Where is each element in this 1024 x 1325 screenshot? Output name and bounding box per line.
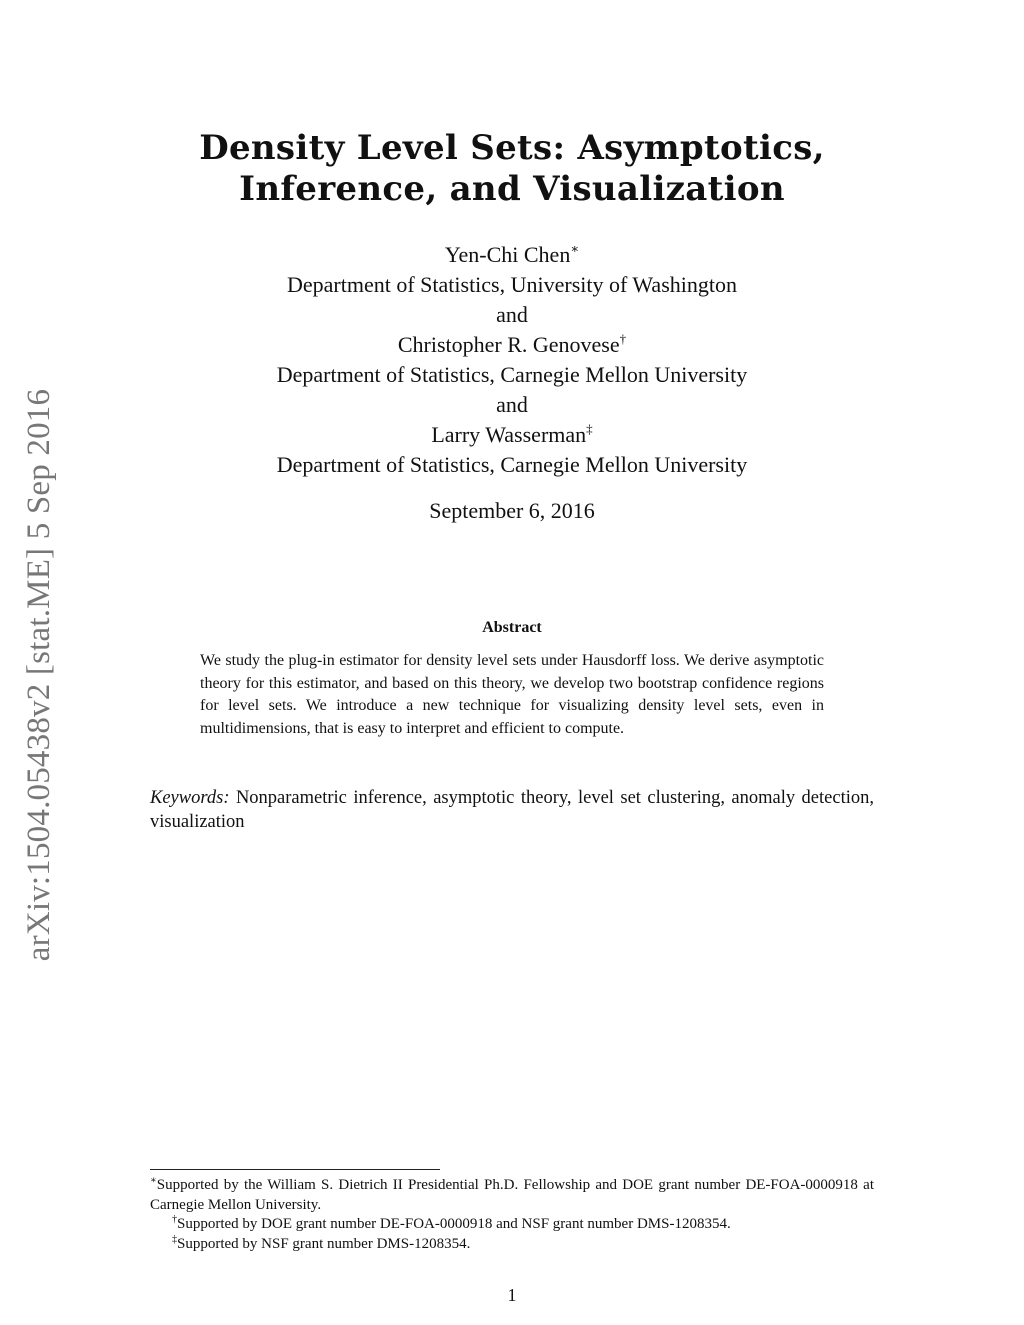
author-name: Yen-Chi Chen — [444, 242, 571, 267]
footnote-mark: ‡ — [172, 1233, 177, 1245]
abstract-heading: Abstract — [482, 619, 542, 636]
footnote-text: Supported by NSF grant number DMS-1208354. — [177, 1235, 471, 1252]
footnote-marker[interactable]: ‡ — [586, 421, 593, 436]
paper-title-line-2: Inference, and Visualization — [239, 169, 785, 209]
keywords-label: Keywords: — [150, 788, 230, 808]
footnote — [150, 1235, 874, 1255]
author-line — [0, 420, 1024, 450]
arxiv-identifier-stamp: arXiv:1504.05438v2 [stat.ME] 5 Sep 2016 — [21, 388, 57, 962]
author-block — [0, 240, 1024, 480]
publication-date: September 6, 2016 — [429, 498, 595, 523]
footnote — [150, 1215, 874, 1235]
author-name: Christopher R. Genovese — [397, 332, 620, 357]
paper-title-line-1: Density Level Sets: Asymptotics, — [199, 128, 825, 168]
footnote-mark: † — [172, 1214, 177, 1225]
paper-title — [0, 128, 1024, 210]
author-affiliation: Department of Statistics, Carnegie Mellon University — [276, 452, 748, 477]
author-connector: and — [496, 392, 528, 417]
author-name: Larry Wasserman — [431, 422, 587, 447]
footnote-mark: ∗ — [150, 1175, 157, 1186]
footnote-text: Supported by the William S. Dietrich II Presidential Ph.D. Fellowship and DOE grant number DE-FOA-0000918 at Carnegie Mellon University. — [150, 1177, 874, 1213]
page-number: 1 — [507, 1285, 517, 1305]
keywords-paragraph — [150, 786, 874, 834]
footnote — [150, 1176, 874, 1215]
author-affiliation: Department of Statistics, Carnegie Mellon University — [276, 362, 748, 387]
author-connector: and — [496, 302, 528, 327]
footnote-divider — [150, 1169, 440, 1170]
author-affiliation: Department of Statistics, University of Washington — [287, 272, 737, 297]
footnote-marker[interactable]: ∗ — [570, 241, 580, 256]
abstract-text: We study the plug-in estimator for density level sets under Hausdorff loss. We derive asymptotic theory for this estimator, and based on this theory, we develop two bootstrap confidence regions for level sets. We introduce a new technique for visualizing density level sets, even in multidimensions, that is easy to interpret and efficient to compute. — [200, 652, 824, 737]
footnotes — [150, 1176, 874, 1254]
keywords-text: Nonparametric inference, asymptotic theory, level set clustering, anomaly detection, visualization — [150, 788, 874, 832]
footnote-marker[interactable]: † — [619, 331, 627, 346]
author-line — [0, 240, 1024, 270]
author-line — [0, 330, 1024, 360]
footnote-text: Supported by DOE grant number DE-FOA-0000918 and NSF grant number DMS-1208354. — [177, 1216, 731, 1232]
